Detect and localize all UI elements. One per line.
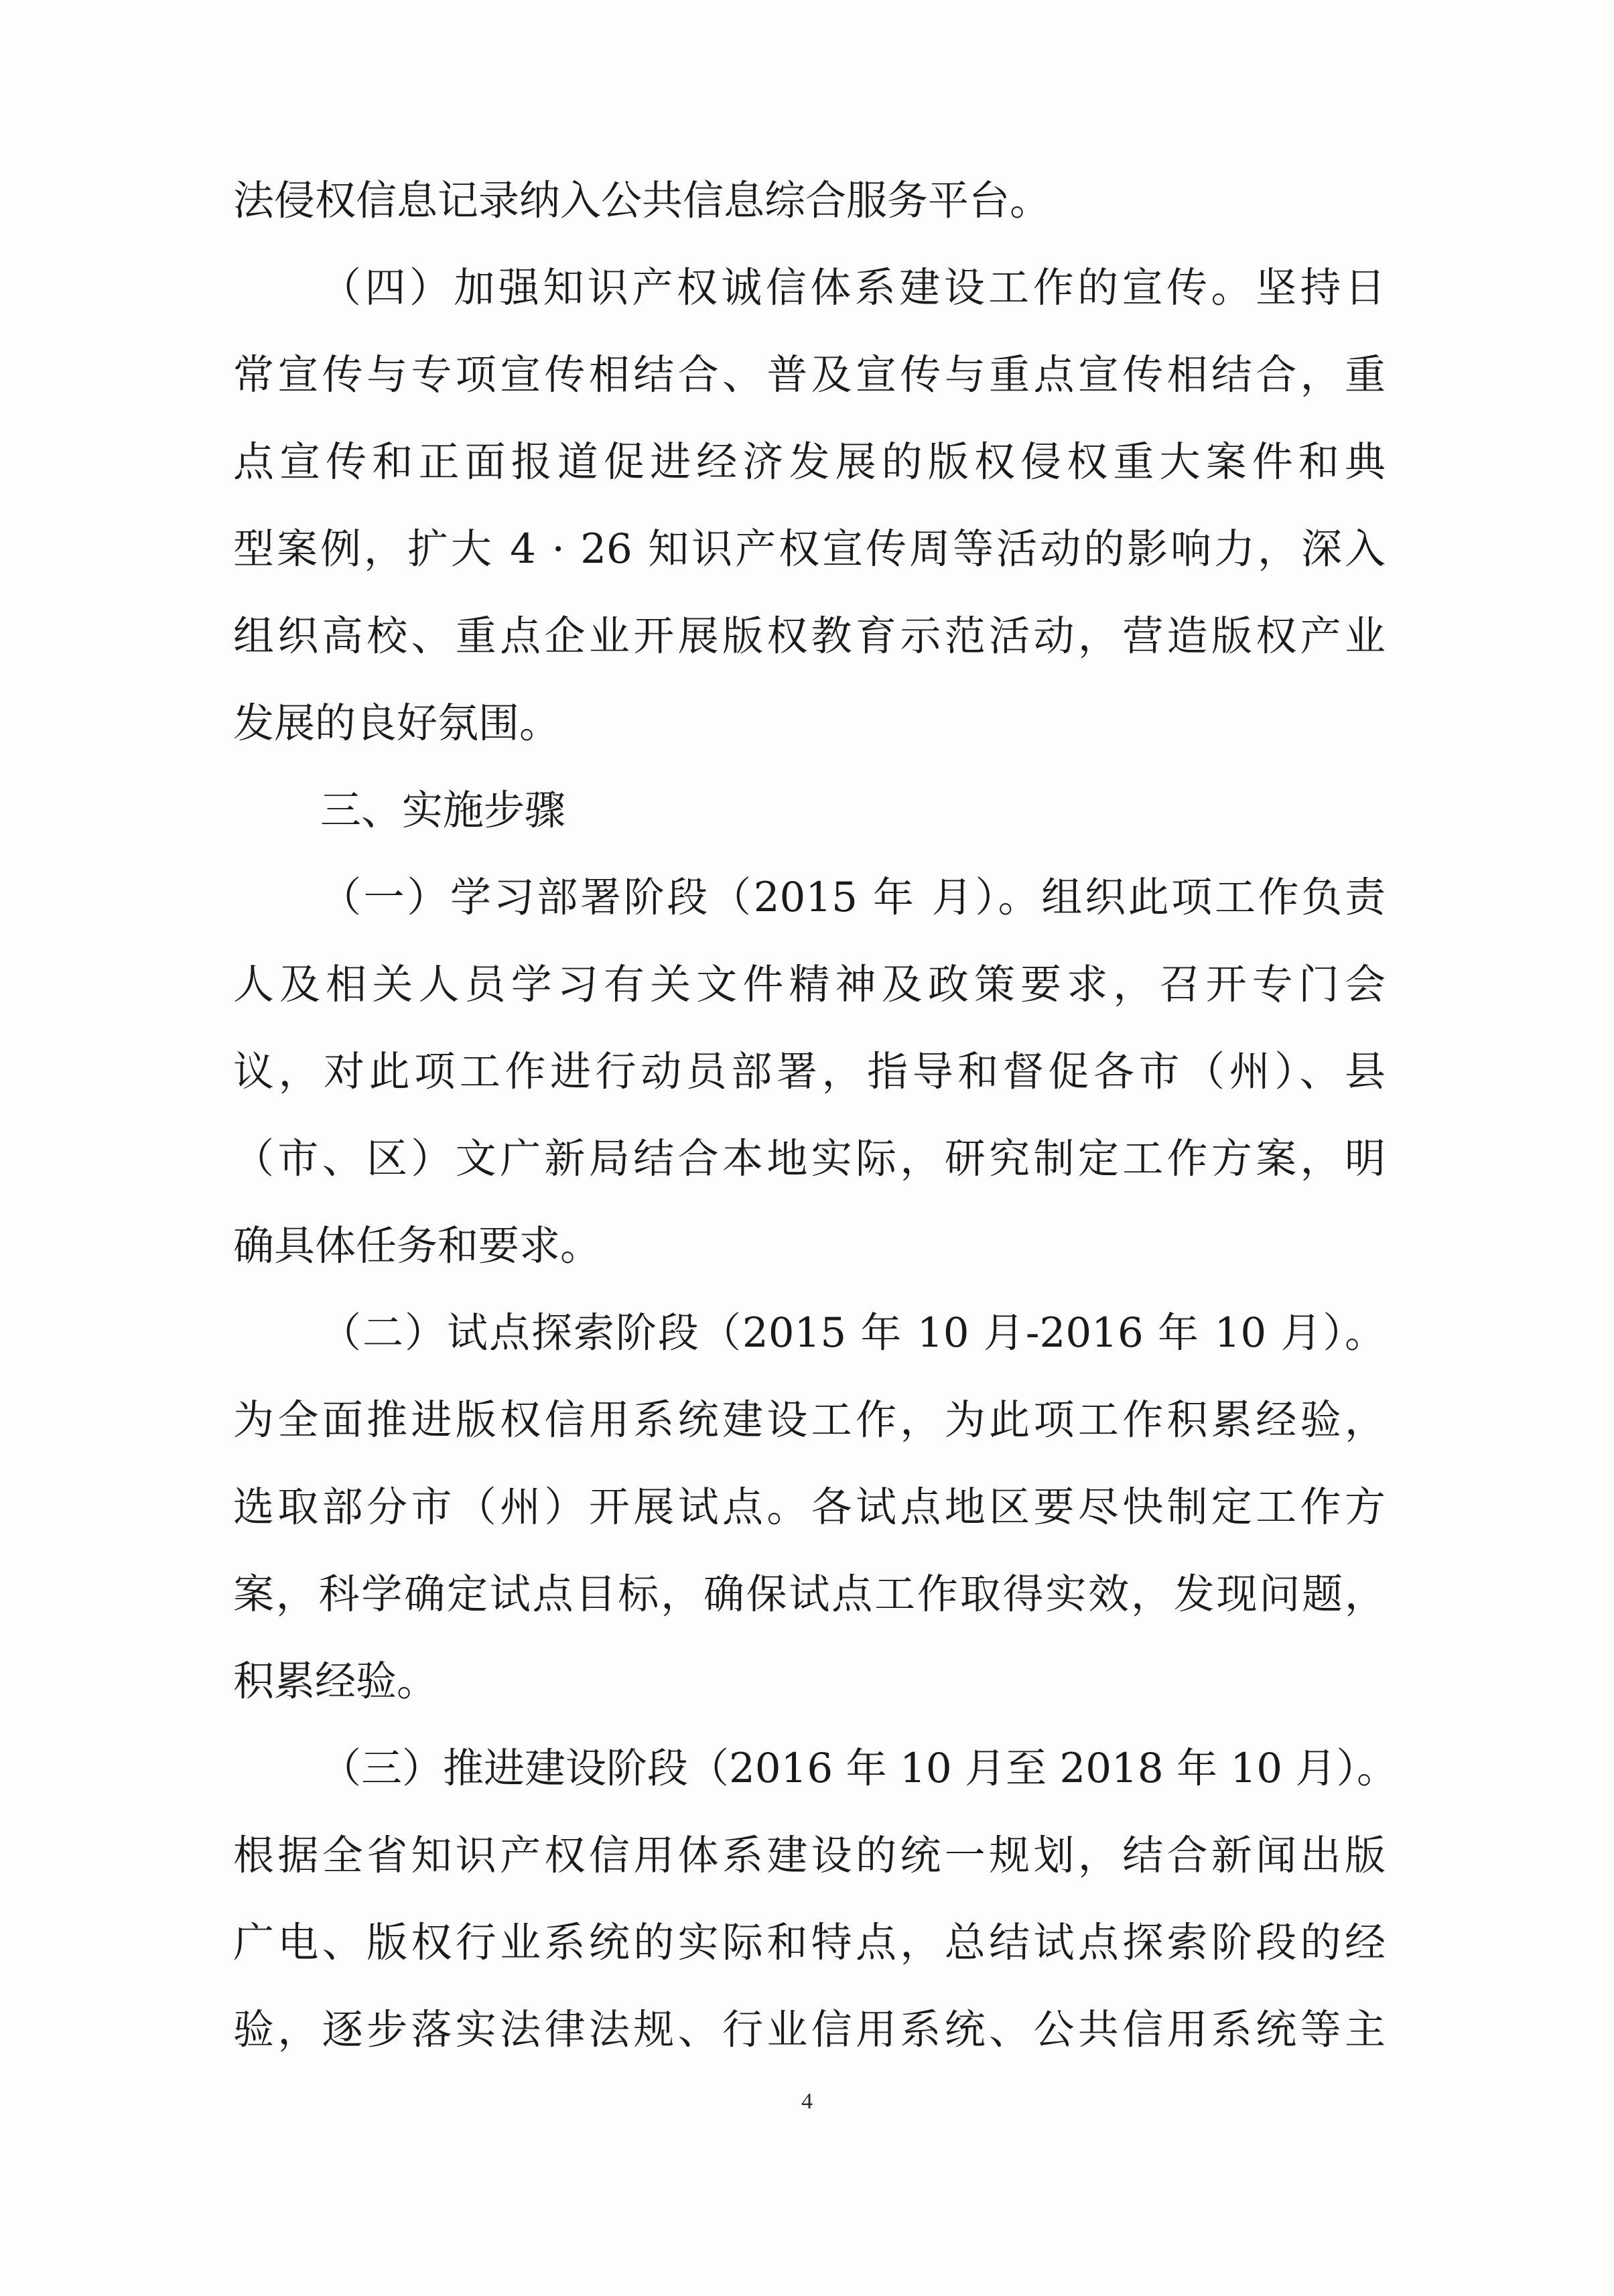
text-line-17: 案，科学确定试点目标，确保试点工作取得实效，发现问题， xyxy=(233,1570,1386,1618)
text-line-10: 人及相关人员学习有关文件精神及政策要求，召开专门会 xyxy=(233,961,1386,1008)
text-line-9: （一）学习部署阶段（2015 年 月）。组织此项工作负责 xyxy=(320,874,1386,921)
text-line-2: （四）加强知识产权诚信体系建设工作的宣传。坚持日 xyxy=(320,264,1386,312)
text-line-14: （二）试点探索阶段（2015 年 10 月-2016 年 10 月）。 xyxy=(320,1309,1386,1357)
text-line-16: 选取部分市（州）开展试点。各试点地区要尽快制定工作方 xyxy=(233,1483,1386,1531)
text-line-15: 为全面推进版权信用系统建设工作，为此项工作积累经验， xyxy=(233,1396,1386,1444)
text-line-20: 根据全省知识产权信用体系建设的统一规划，结合新闻出版 xyxy=(233,1832,1386,1879)
text-line-13: 确具体任务和要求。 xyxy=(233,1222,602,1270)
text-line-18: 积累经验。 xyxy=(233,1658,438,1705)
text-line-11: 议，对此项工作进行动员部署，指导和督促各市（州）、县 xyxy=(233,1048,1386,1095)
section-heading: 三、实施步骤 xyxy=(320,787,566,834)
text-line-12: （市、区）文广新局结合本地实际，研究制定工作方案，明 xyxy=(233,1135,1386,1183)
text-line-3: 常宣传与专项宣传相结合、普及宣传与重点宣传相结合，重 xyxy=(233,351,1386,399)
text-line-7: 发展的良好氛围。 xyxy=(233,699,561,747)
page-number: 4 xyxy=(801,2089,813,2114)
text-line-4: 点宣传和正面报道促进经济发展的版权侵权重大案件和典 xyxy=(233,438,1386,486)
text-line-5: 型案例，扩大 4 · 26 知识产权宣传周等活动的影响力，深入 xyxy=(233,525,1386,573)
text-line-21: 广电、版权行业系统的实际和特点，总结试点探索阶段的经 xyxy=(233,1919,1386,1966)
text-line-1: 法侵权信息记录纳入公共信息综合服务平台。 xyxy=(233,177,1051,224)
text-line-19: （三）推进建设阶段（2016 年 10 月至 2018 年 10 月）。 xyxy=(320,1745,1398,1792)
text-line-22: 验，逐步落实法律法规、行业信用系统、公共信用系统等主 xyxy=(233,2006,1386,2053)
text-line-6: 组织高校、重点企业开展版权教育示范活动，营造版权产业 xyxy=(233,612,1386,660)
